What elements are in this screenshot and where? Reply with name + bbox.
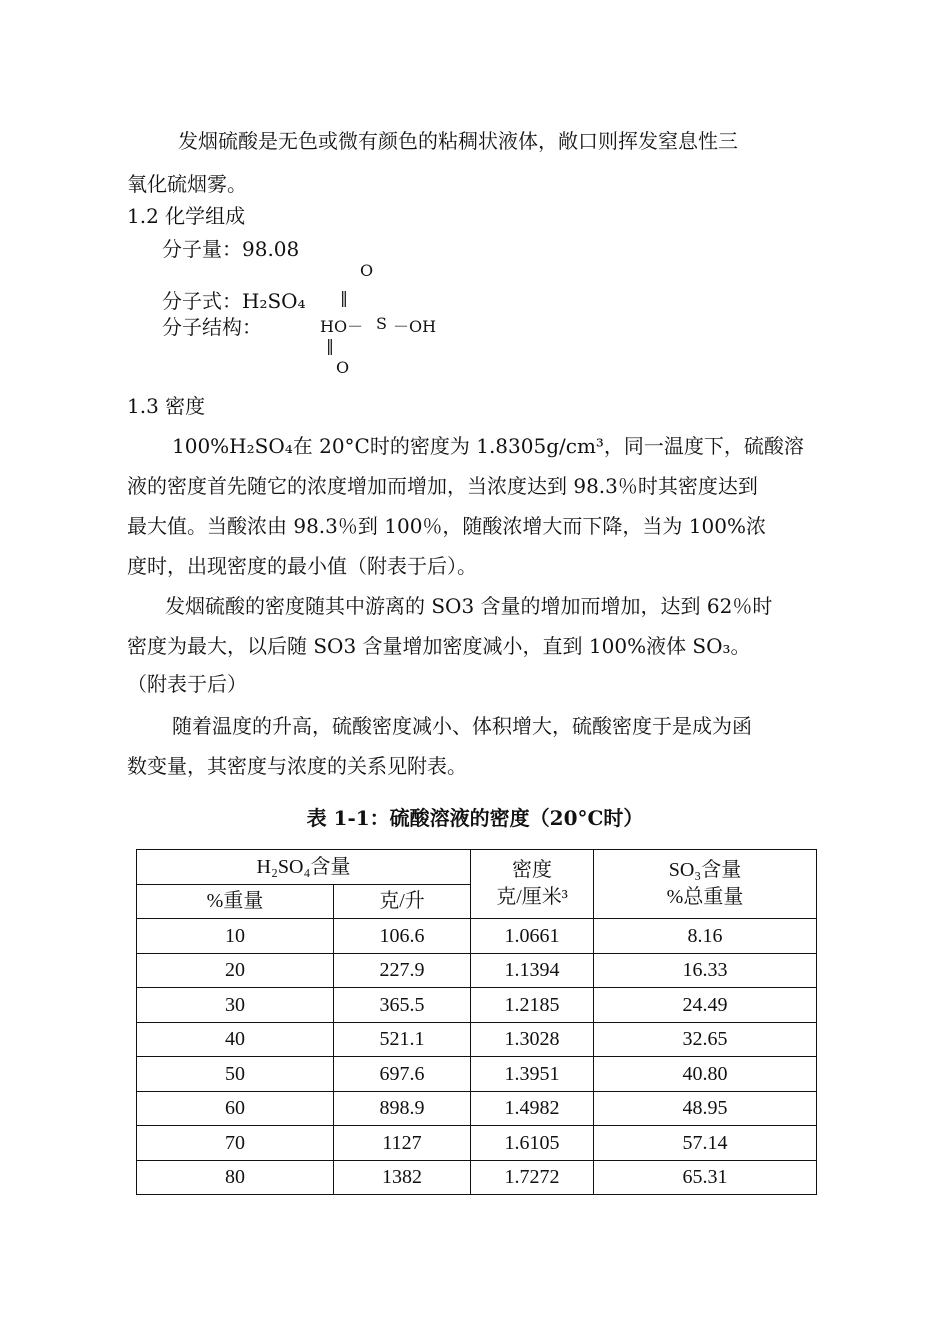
header-so3-title: SO₃含量 — [668, 859, 742, 881]
molecular-formula-label: 分子式： — [162, 289, 242, 313]
molecular-weight-label: 分子量： — [162, 237, 242, 261]
structure-top-double-bond: ‖ — [340, 288, 348, 307]
structure-label: 分子结构： — [162, 315, 262, 339]
cell-density: 1.0661 — [471, 919, 594, 954]
header-so3-unit: %总重量 — [666, 886, 744, 908]
cell-percent-weight: 80 — [137, 1160, 334, 1195]
header-density-title: 密度 — [512, 859, 552, 881]
cell-density: 1.3951 — [471, 1057, 594, 1092]
table-row — [137, 1126, 817, 1161]
cell-so3-content: 48.95 — [594, 1091, 817, 1126]
cell-so3-content: 16.33 — [594, 953, 817, 988]
cell-percent-weight: 10 — [137, 919, 334, 954]
molecular-formula — [162, 285, 306, 314]
density-p2-line-2: 密度为最大，以后随 SO3 含量增加密度减小，直到 100%液体 SO₃。 — [127, 634, 751, 658]
table-caption: 表 1-1：硫酸溶液的密度（20°C时） — [306, 806, 644, 830]
density-table — [136, 849, 817, 1195]
cell-grams-per-liter: 1382 — [334, 1160, 471, 1195]
density-p2-line-3: （附表于后） — [127, 672, 247, 696]
density-p3-line-2: 数变量，其密度与浓度的关系见附表。 — [127, 754, 467, 778]
cell-density: 1.2185 — [471, 988, 594, 1023]
cell-grams-per-liter: 365.5 — [334, 988, 471, 1023]
cell-percent-weight: 50 — [137, 1057, 334, 1092]
table-row — [137, 919, 817, 954]
molecular-formula-text: H₂SO₄ — [242, 289, 306, 313]
cell-grams-per-liter: 1127 — [334, 1126, 471, 1161]
section-heading-composition: 1.2 化学组成 — [127, 204, 246, 228]
cell-so3-content: 24.49 — [594, 988, 817, 1023]
molecular-weight-value: 98.08 — [242, 237, 300, 261]
table-row — [137, 1022, 817, 1057]
structure-oh: －OH — [393, 317, 437, 336]
cell-grams-per-liter: 697.6 — [334, 1057, 471, 1092]
cell-grams-per-liter: 521.1 — [334, 1022, 471, 1057]
cell-percent-weight: 30 — [137, 988, 334, 1023]
cell-density: 1.1394 — [471, 953, 594, 988]
header-so3-content — [594, 850, 817, 919]
structure-bottom-double-bond: ‖ — [326, 336, 334, 355]
intro-line-2: 氧化硫烟雾。 — [127, 172, 247, 196]
density-p2-line-1: 发烟硫酸的密度随其中游离的 SO3 含量的增加而增加，达到 62％时 — [165, 594, 773, 618]
table-row — [137, 1057, 817, 1092]
cell-percent-weight: 40 — [137, 1022, 334, 1057]
cell-density: 1.4982 — [471, 1091, 594, 1126]
cell-grams-per-liter: 898.9 — [334, 1091, 471, 1126]
cell-so3-content: 57.14 — [594, 1126, 817, 1161]
cell-grams-per-liter: 106.6 — [334, 919, 471, 954]
cell-so3-content: 40.80 — [594, 1057, 817, 1092]
cell-density: 1.3028 — [471, 1022, 594, 1057]
density-p1-line-1: 100%H₂SO₄在 20°C时的密度为 1.8305g/cm³，同一温度下，硫酸溶 — [172, 434, 804, 458]
cell-percent-weight: 70 — [137, 1126, 334, 1161]
header-percent-weight: %重量 — [137, 884, 334, 919]
density-p1-line-3: 最大值。当酸浓由 98.3％到 100％，随酸浓增大而下降，当为 100%浓 — [127, 514, 766, 538]
density-p1-line-2: 液的密度首先随它的浓度增加而增加，当浓度达到 98.3％时其密度达到 — [127, 474, 758, 498]
structure-ho: HO－ — [320, 317, 364, 336]
structure-bottom-oxygen: O — [336, 358, 350, 377]
density-p1-line-4: 度时，出现密度的最小值（附表于后）。 — [127, 554, 477, 578]
cell-density: 1.6105 — [471, 1126, 594, 1161]
structure-top-oxygen: O — [360, 261, 374, 280]
cell-so3-content: 65.31 — [594, 1160, 817, 1195]
section-heading-density: 1.3 密度 — [127, 394, 206, 418]
structure-sulfur: S — [376, 314, 387, 333]
density-p3-line-1: 随着温度的升高，硫酸密度减小、体积增大，硫酸密度于是成为函 — [172, 714, 752, 738]
cell-so3-content: 8.16 — [594, 919, 817, 954]
table-row — [137, 1160, 817, 1195]
cell-grams-per-liter: 227.9 — [334, 953, 471, 988]
header-density — [471, 850, 594, 919]
cell-percent-weight: 20 — [137, 953, 334, 988]
molecular-weight — [162, 233, 299, 262]
cell-so3-content: 32.65 — [594, 1022, 817, 1057]
table-row — [137, 953, 817, 988]
header-density-unit: 克/厘米³ — [496, 886, 568, 908]
table-row — [137, 1091, 817, 1126]
intro-line-1: 发烟硫酸是无色或微有颜色的粘稠状液体，敞口则挥发窒息性三 — [178, 129, 738, 153]
cell-density: 1.7272 — [471, 1160, 594, 1195]
header-h2so4-content: H₂SO₄含量 — [137, 850, 471, 885]
cell-percent-weight: 60 — [137, 1091, 334, 1126]
table-row — [137, 988, 817, 1023]
header-grams-per-liter: 克/升 — [334, 884, 471, 919]
